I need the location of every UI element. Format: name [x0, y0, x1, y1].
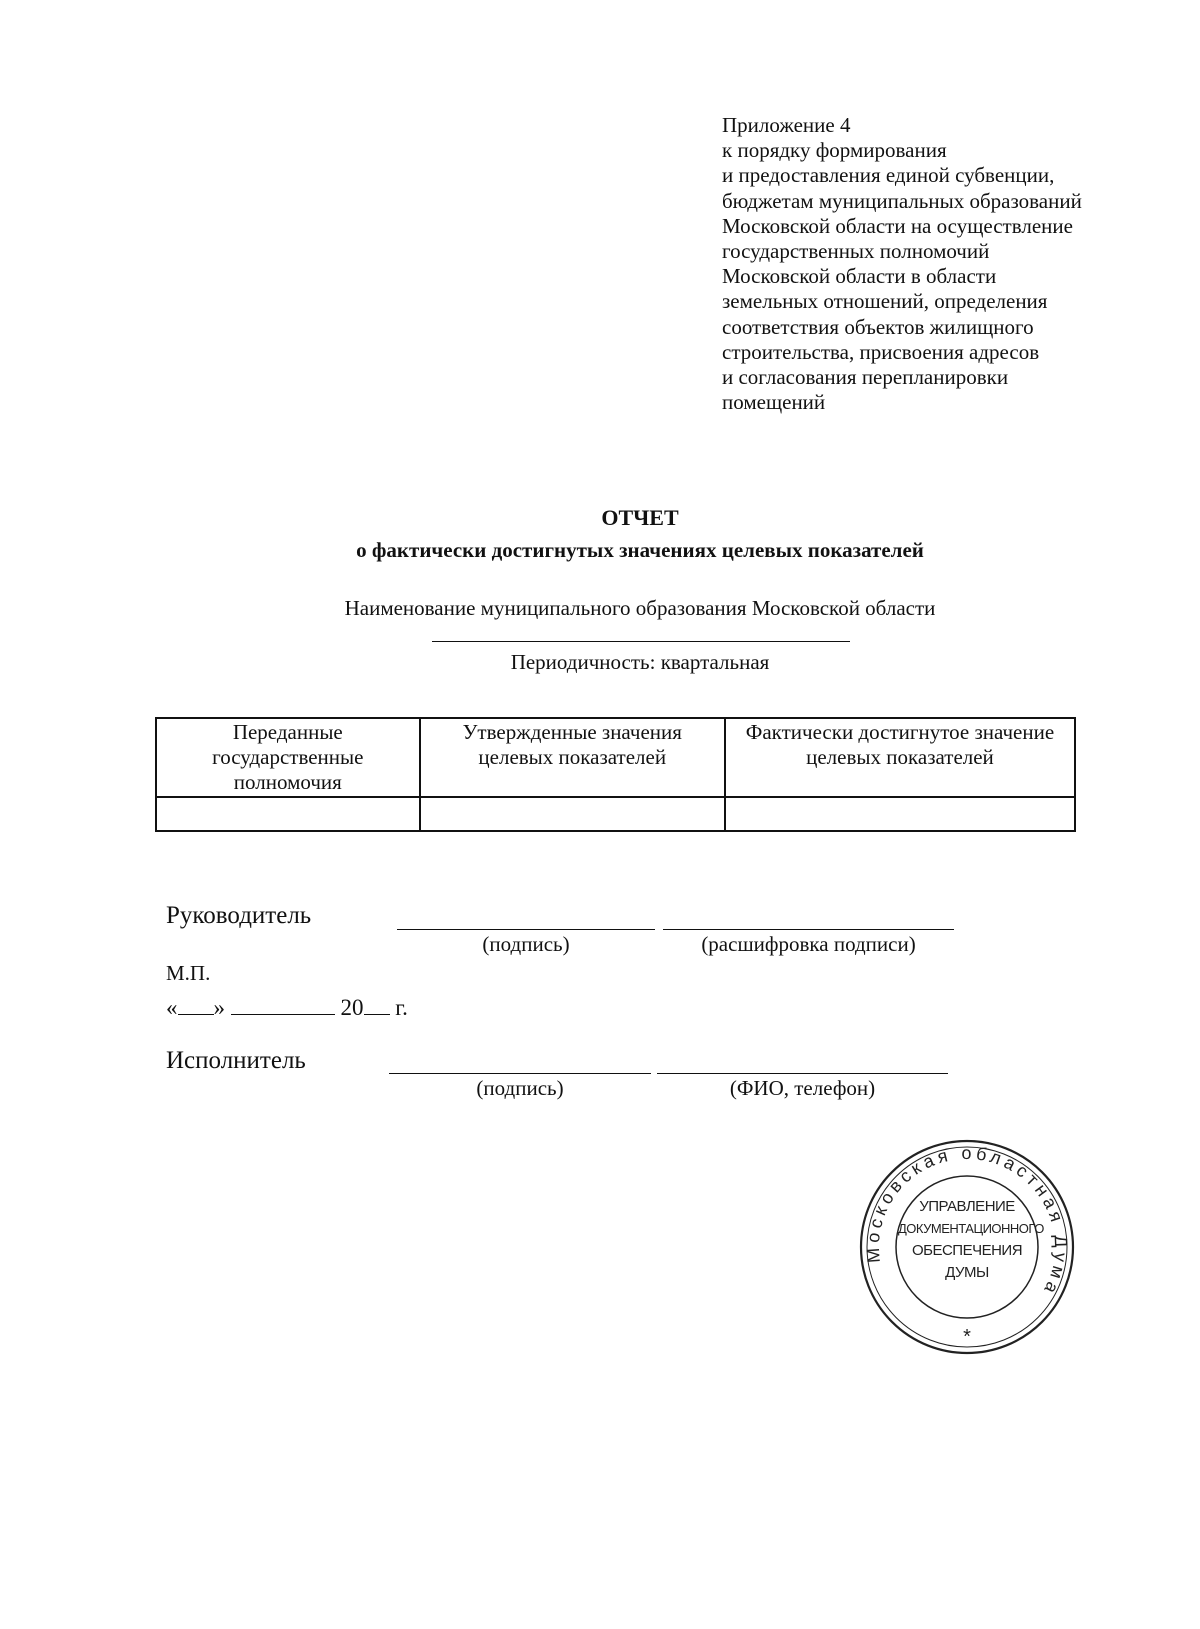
date-open-quote: « [166, 995, 178, 1020]
executor-label: Исполнитель [166, 1047, 306, 1074]
appendix-line: строительства, присвоения адресов [722, 339, 1040, 364]
appendix-line: Московской области в области [722, 264, 997, 289]
column-header-actual-values: Фактически достигнутое значение целевых показателей [725, 718, 1075, 797]
date-year-field[interactable] [364, 992, 390, 1015]
table-cell-powers[interactable] [156, 797, 420, 831]
appendix-line: государственных полномочий [722, 239, 990, 264]
table-cell-approved-values[interactable] [420, 797, 725, 831]
report-title: ОТЧЕТ [601, 505, 679, 530]
table-cell-actual-values[interactable] [725, 797, 1075, 831]
appendix-line: Приложение 4 [722, 113, 851, 137]
municipality-label: Наименование муниципального образования Московской области [344, 596, 936, 620]
report-subtitle: о фактически достигнутых значениях целевых показателей [356, 538, 924, 562]
executor-signature-line[interactable] [389, 1073, 651, 1074]
seal-center-line: ДУМЫ [945, 1264, 989, 1281]
head-decoding-line[interactable] [663, 929, 954, 930]
date-month-field[interactable] [231, 992, 335, 1015]
date-year-suffix: г. [395, 995, 408, 1020]
head-signature-line[interactable] [397, 929, 655, 930]
table-row [156, 797, 1075, 831]
column-header-approved-values: Утвержденные значения целевых показателей [420, 718, 725, 797]
seal-ring-text: Московская областная Дума [862, 1142, 1072, 1301]
official-seal [858, 1138, 1076, 1356]
date-year-prefix: 20 [340, 995, 364, 1020]
appendix-block [722, 113, 1162, 415]
periodicity-text: Периодичность: квартальная [510, 650, 770, 674]
date-day-field[interactable] [178, 992, 214, 1015]
appendix-line: бюджетам муниципальных образований [722, 188, 1082, 213]
appendix-line: к порядку формирования [722, 138, 947, 163]
table-header-row [156, 718, 1075, 797]
appendix-line: Московской области на осуществление [722, 213, 1073, 238]
head-signature-caption: (подпись) [482, 932, 570, 956]
executor-signature-caption: (подпись) [476, 1076, 564, 1100]
seal-star-icon: * [963, 1326, 971, 1348]
stamp-place-label: М.П. [166, 961, 211, 985]
appendix-line: соответствия объектов жилищного [722, 314, 1034, 339]
head-decoding-caption: (расшифровка подписи) [701, 932, 916, 956]
date-row [166, 992, 408, 1021]
appendix-line: помещений [722, 390, 826, 415]
appendix-line: и согласования перепланировки [722, 365, 1009, 390]
seal-center-line: ДОКУМЕНТАЦИОННОГО [898, 1221, 1044, 1236]
indicators-table [155, 717, 1076, 832]
municipality-input-line[interactable] [432, 641, 850, 642]
column-header-powers: Переданные государственные полномочия [156, 718, 420, 797]
seal-center-line: ОБЕСПЕЧЕНИЯ [911, 1242, 1023, 1259]
seal-center-text [898, 1196, 1044, 1284]
seal-center-line: УПРАВЛЕНИЕ [919, 1198, 1015, 1215]
head-label: Руководитель [166, 902, 312, 929]
date-close-quote: » [213, 995, 225, 1020]
appendix-line: земельных отношений, определения [722, 289, 1048, 314]
executor-contact-line[interactable] [657, 1073, 948, 1074]
executor-contact-caption: (ФИО, телефон) [729, 1076, 876, 1100]
appendix-line: и предоставления единой субвенции, [722, 163, 1055, 188]
